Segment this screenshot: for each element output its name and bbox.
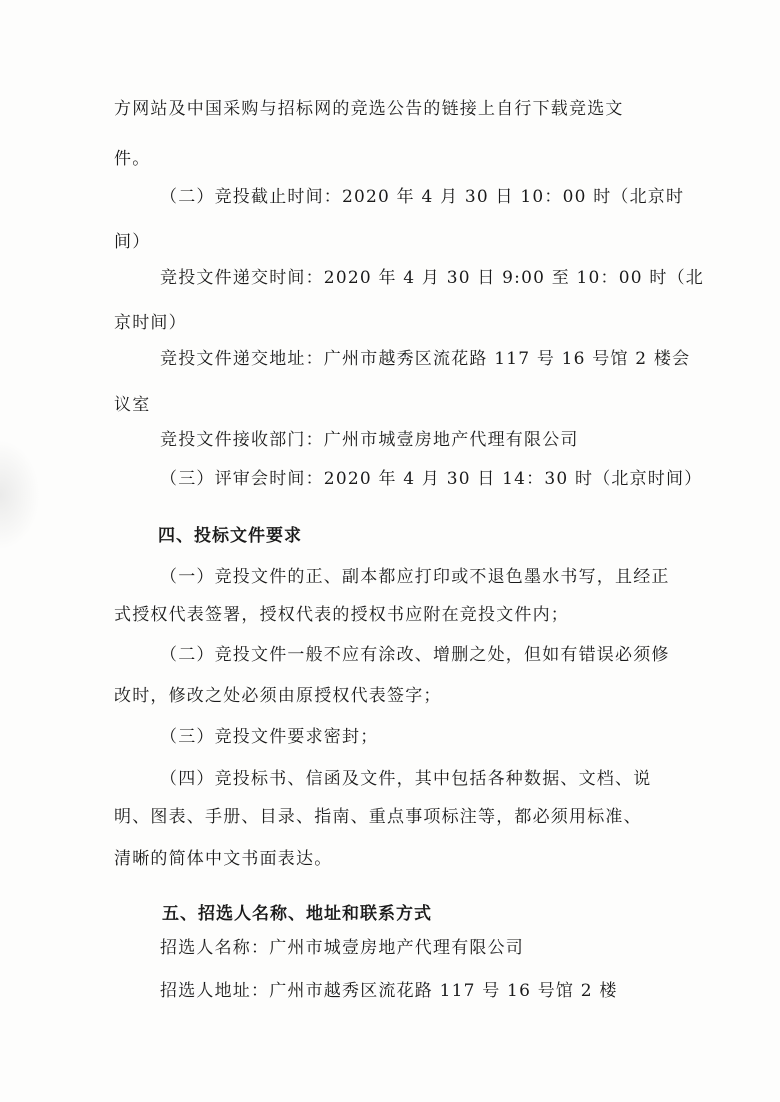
section-heading-4: 四、投标文件要求: [158, 526, 302, 546]
text-line-9: 竞投文件接收部门：广州市城壹房地产代理有限公司: [160, 430, 579, 450]
text-line-7: 竞投文件递交地址：广州市越秀区流花路 117 号 16 号馆 2 楼会: [160, 349, 691, 369]
text-line-13: 式授权代表签署，授权代表的授权书应附在竞投文件内；: [114, 605, 569, 625]
section-heading-5: 五、招选人名称、地址和联系方式: [162, 904, 432, 924]
text-line-5: 竞投文件递交时间：2020 年 4 月 30 日 9:00 至 10：00 时（北: [160, 268, 704, 288]
text-line-6: 京时间）: [114, 313, 187, 333]
text-line-17: （四）竞投标书、信函及文件，其中包括各种数据、文档、说: [160, 769, 652, 789]
text-line-10: （三）评审会时间：2020 年 4 月 30 日 14：30 时（北京时间）: [160, 469, 703, 489]
text-line-4: 间）: [114, 232, 151, 252]
scan-edge-shadow: [0, 440, 40, 550]
text-line-2: 件。: [114, 149, 151, 169]
text-line-21: 招选人名称：广州市城壹房地产代理有限公司: [160, 938, 524, 958]
text-line-1: 方网站及中国采购与招标网的竞选公告的链接上自行下载竞选文: [114, 99, 624, 119]
text-line-22: 招选人地址：广州市越秀区流花路 117 号 16 号馆 2 楼: [160, 981, 618, 1001]
text-line-8: 议室: [114, 395, 151, 415]
text-line-14: （二）竞投文件一般不应有涂改、增删之处，但如有错误必须修: [160, 645, 670, 665]
text-line-19: 清晰的简体中文书面表达。: [114, 849, 333, 869]
text-line-18: 明、图表、手册、目录、指南、重点事项标注等，都必须用标准、: [114, 807, 642, 827]
text-line-3: （二）竞投截止时间：2020 年 4 月 30 日 10：00 时（北京时: [160, 187, 685, 207]
text-line-15: 改时，修改之处必须由原授权代表签字；: [114, 686, 442, 706]
text-line-12: （一）竞投文件的正、副本都应打印或不退色墨水书写，且经正: [160, 567, 670, 587]
text-line-16: （三）竞投文件要求密封；: [160, 727, 379, 747]
